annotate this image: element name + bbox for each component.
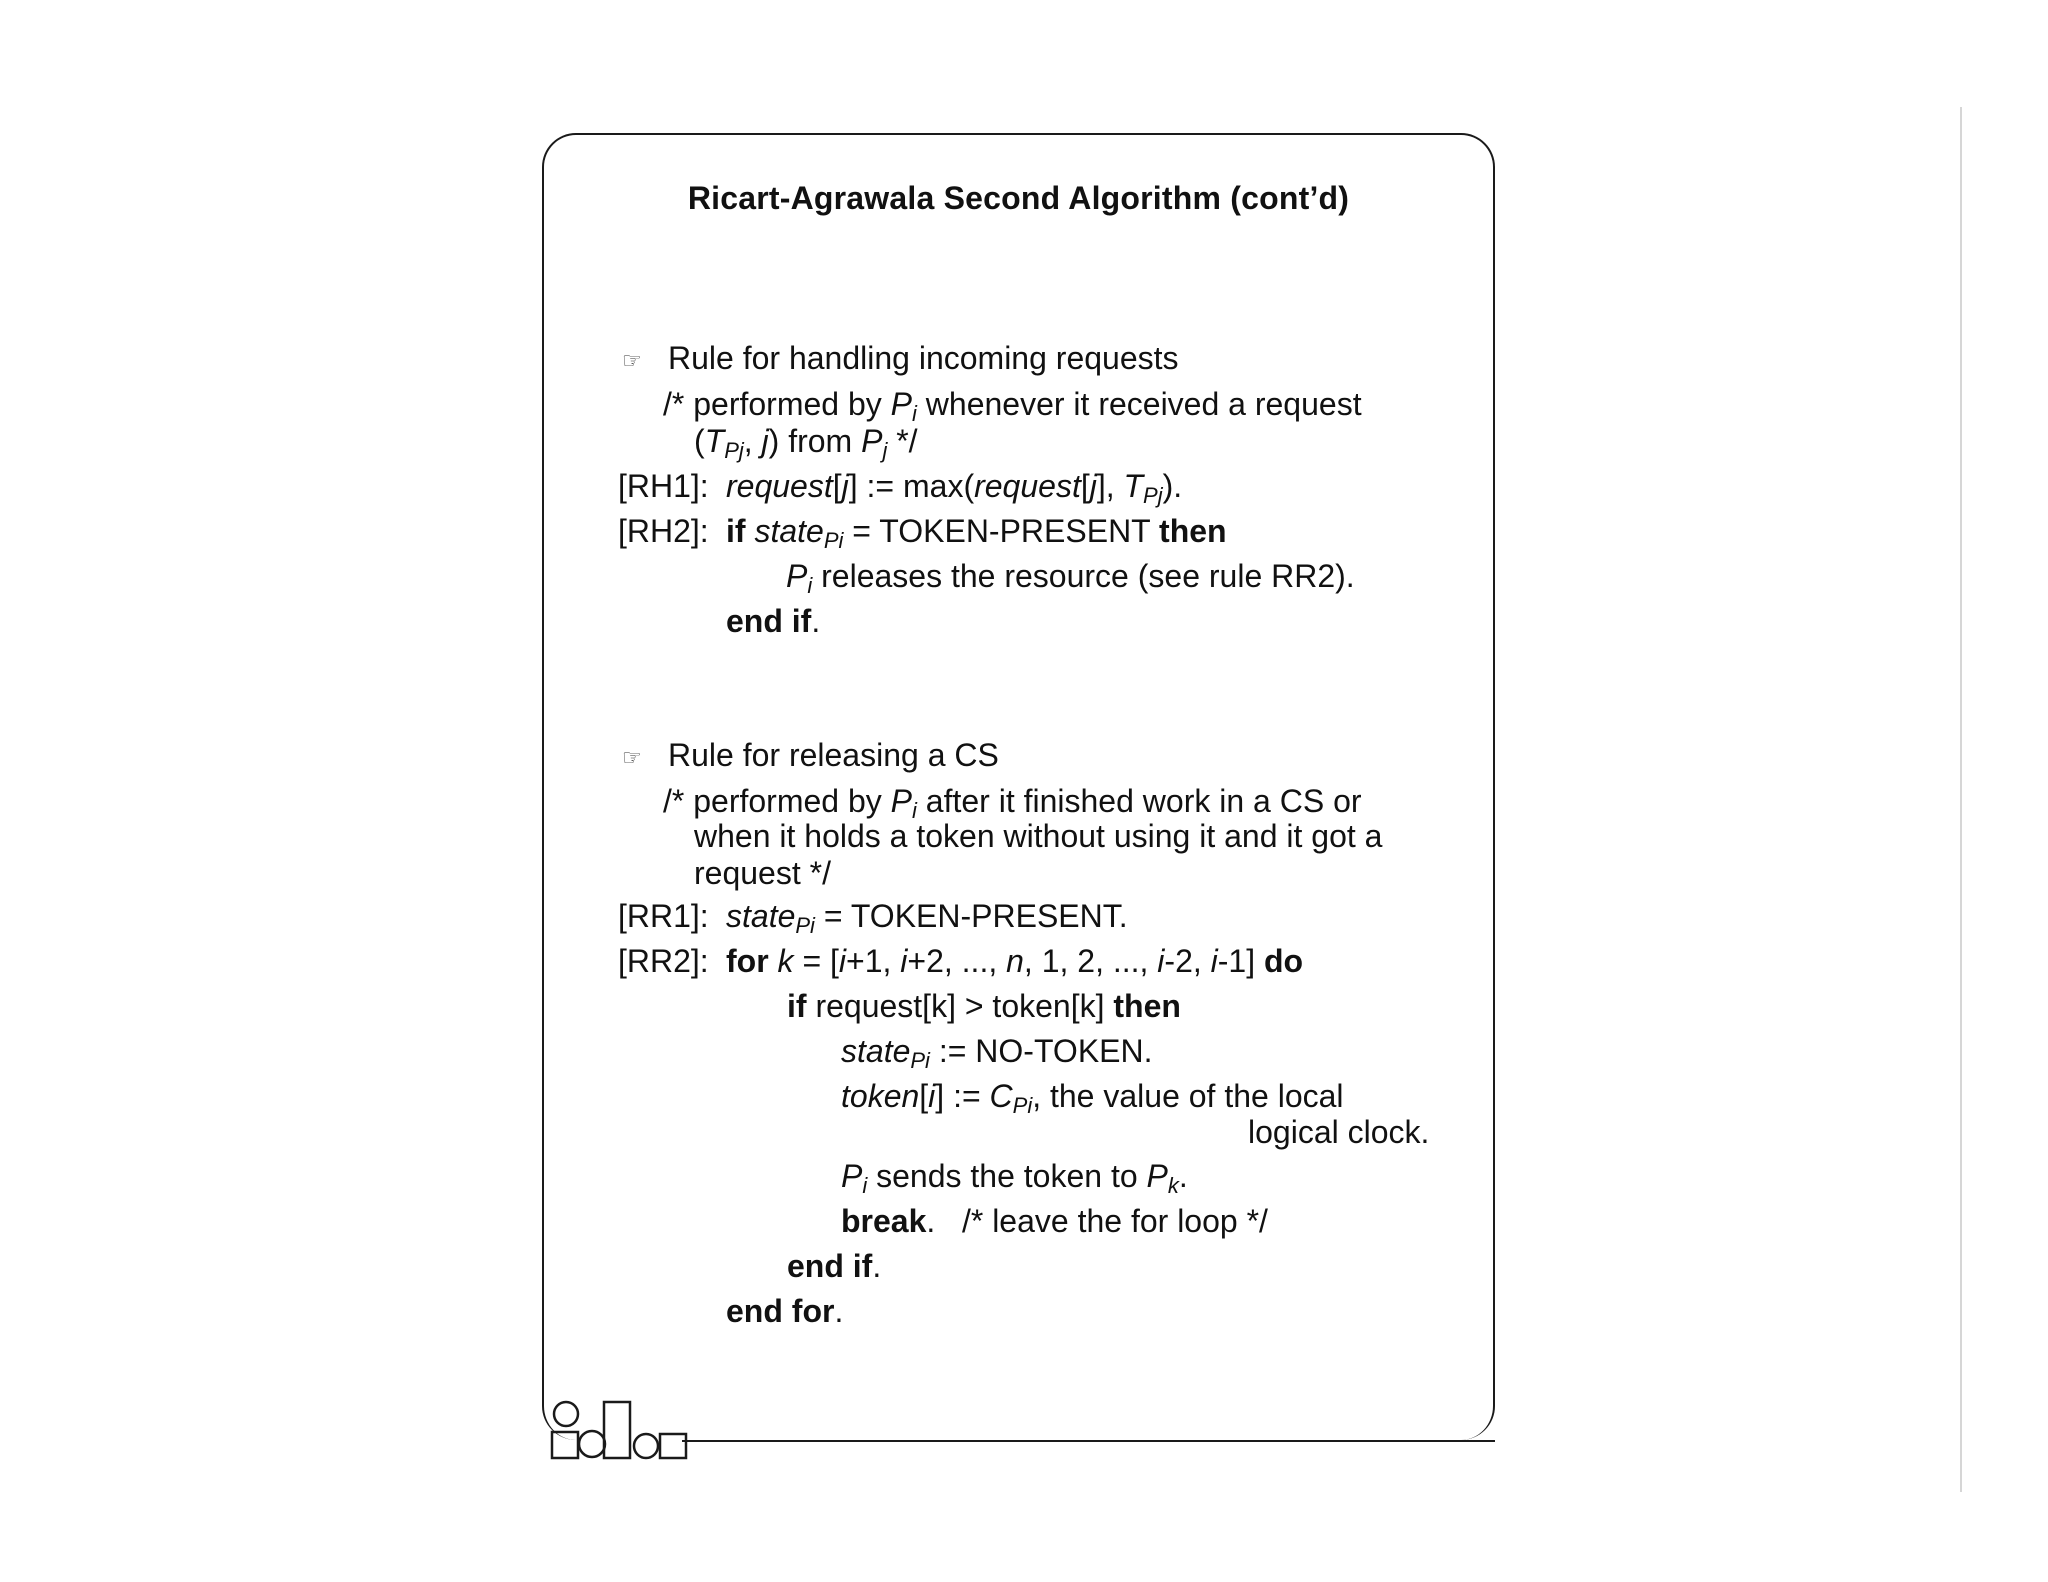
university-logo-icon — [548, 1398, 688, 1460]
slide-title: Ricart-Agrawala Second Algorithm (cont’d) — [687, 180, 1350, 216]
rr2-token-line2: logical clock. — [1248, 1114, 1430, 1150]
section1-comment-line1: /* performed by $P_i$ whenever it received a request — [663, 386, 1362, 426]
rule-rr2: [RR2]: — [618, 943, 709, 979]
rule-rr1: [RR1]: — [618, 898, 709, 934]
rule-rh2-end-if: end if. — [726, 603, 821, 639]
rule-rh2-action: $P_i$ releases the resource (see rule RR2). — [786, 558, 1355, 598]
section2-comment-line2: when it holds a token without using it and it got a — [694, 818, 1383, 854]
section2-heading: Rule for releasing a CS — [668, 737, 999, 773]
section2-comment-line3: request */ — [694, 855, 831, 891]
rr2-end-if: end if. — [787, 1248, 882, 1284]
rule-rh1-body: request[j] := max(request[j], $T_{Pj}$). — [726, 468, 1183, 508]
section2-comment-line1: /* performed by $P_i$ after it finished work in a CS or — [663, 783, 1362, 823]
rule-rh2-body: if state$_{Pi}$ = TOKEN-PRESENT then — [726, 513, 1227, 553]
rr2-send-line: $P_i$ sends the token to $P_k$. — [841, 1158, 1188, 1198]
hand-pointing-icon: ☞ — [622, 348, 642, 373]
rule-rr2-body: for k = [i+1, i+2, ..., n, 1, 2, ..., i-2, i-1] do — [726, 943, 1304, 979]
section1-heading: Rule for handling incoming requests — [668, 340, 1179, 376]
slide-bottom-border — [682, 1440, 1495, 1442]
section1-comment-line2: ($T_{Pj}$, j) from $P_j$ */ — [694, 423, 918, 463]
hand-pointing-icon-2: ☞ — [622, 745, 642, 770]
rule-rh1: [RH1]: — [618, 468, 709, 504]
rule-rr1-body: state$_{Pi}$ = TOKEN-PRESENT. — [726, 898, 1128, 938]
rr2-end-for: end for. — [726, 1293, 844, 1329]
rr2-if-line: if request[k] > token[k] then — [787, 988, 1181, 1024]
rr2-state-line: state$_{Pi}$ := NO-TOKEN. — [841, 1033, 1153, 1073]
rr2-break-line: break. /* leave the for loop */ — [841, 1203, 1268, 1239]
page-divider — [1960, 107, 1962, 1492]
rule-rh2: [RH2]: — [618, 513, 709, 549]
rr2-token-line: token[i] := $C_{Pi}$, the value of the local — [841, 1078, 1344, 1118]
